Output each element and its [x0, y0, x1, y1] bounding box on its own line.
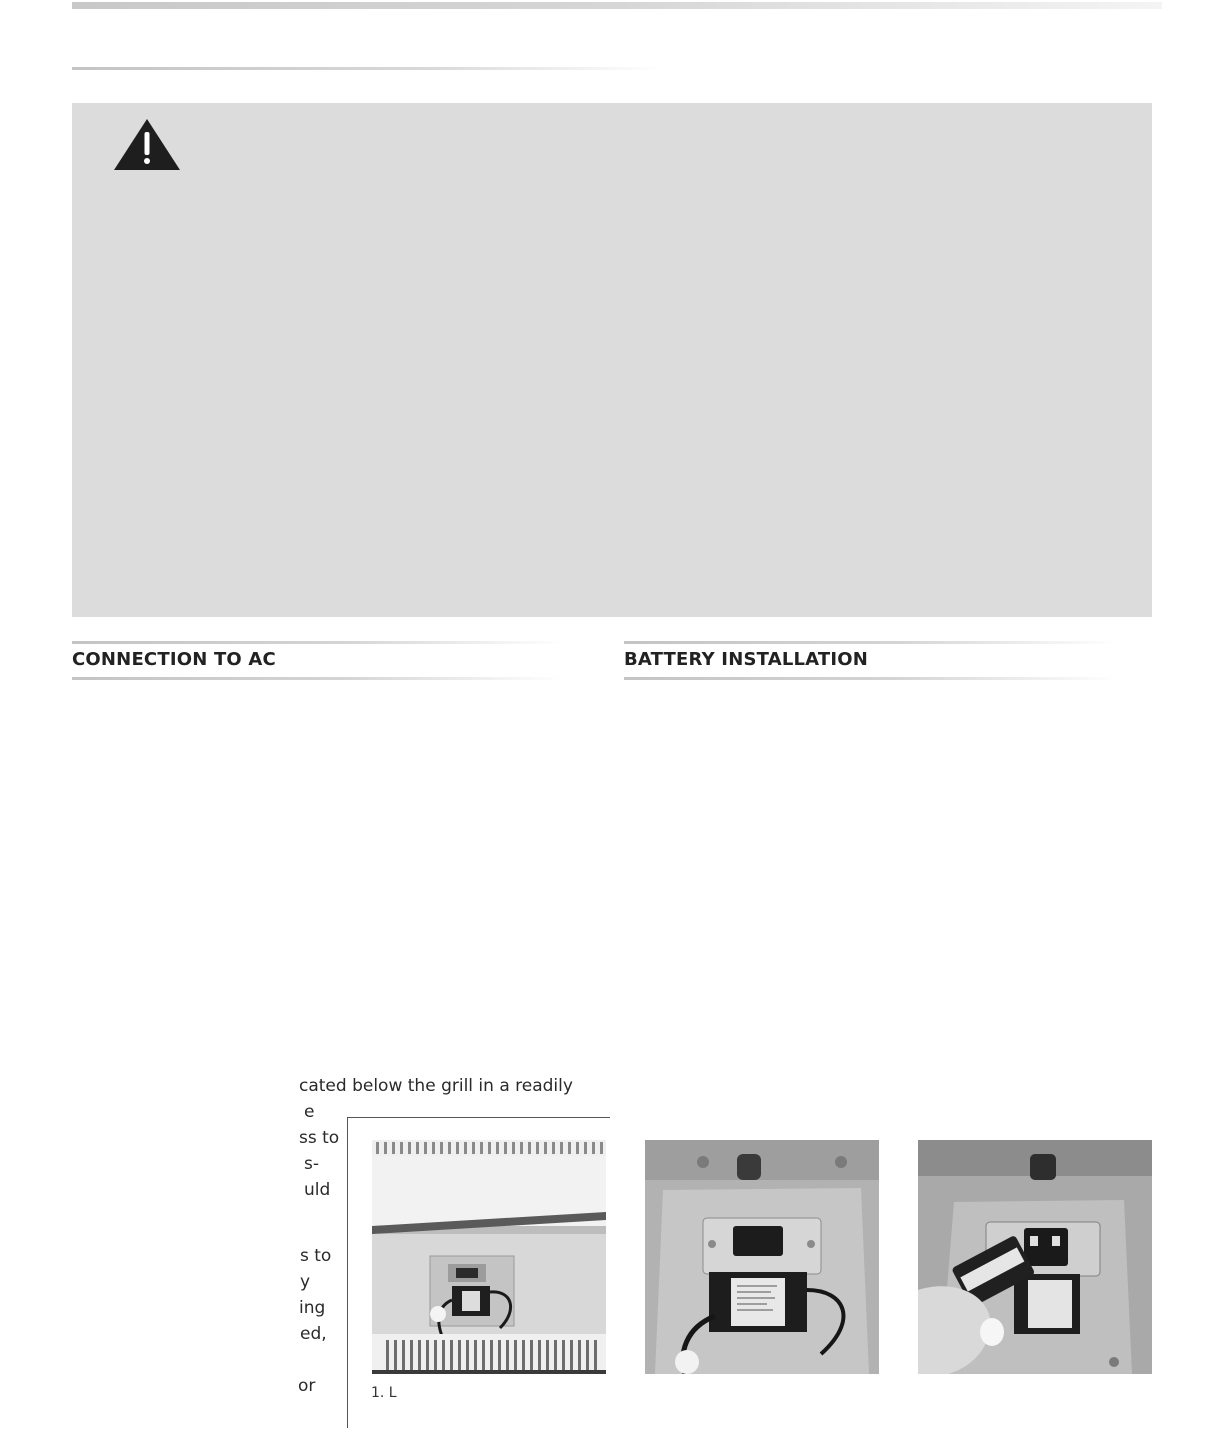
- warning-box: [72, 103, 1152, 617]
- heading-rule-bottom: [72, 677, 564, 680]
- transformer-closeup-photo: [645, 1140, 879, 1374]
- figure-frame-top: [347, 1117, 610, 1118]
- battery-installation-heading-block: [624, 641, 1118, 683]
- body-text-line: s-: [304, 1154, 319, 1174]
- header-divider: [72, 67, 662, 70]
- body-text-line: uld: [304, 1180, 331, 1200]
- body-text-line: s to: [300, 1246, 332, 1266]
- connection-to-ac-title: CONNECTION TO AC: [72, 649, 276, 670]
- battery-installation-photo: [918, 1140, 1152, 1374]
- body-text-line: y: [300, 1272, 311, 1292]
- figure-frame-left: [347, 1117, 348, 1428]
- body-text-line: ed,: [300, 1324, 327, 1344]
- top-divider: [72, 2, 1162, 9]
- connection-to-ac-heading-block: [72, 641, 564, 683]
- figure-caption: 1. L: [371, 1385, 397, 1401]
- warning-triangle-icon: [113, 118, 181, 171]
- body-text-line: or: [298, 1376, 316, 1396]
- heading-rule-top: [72, 641, 564, 644]
- transformer-under-grill-photo: [372, 1140, 606, 1374]
- body-text-line: cated below the grill in a readily: [299, 1076, 573, 1096]
- battery-installation-title: BATTERY INSTALLATION: [624, 649, 869, 670]
- heading-rule-top: [624, 641, 1118, 644]
- body-text-line: ss to: [299, 1128, 340, 1148]
- body-text-line: e: [304, 1102, 315, 1122]
- heading-rule-bottom: [624, 677, 1118, 680]
- body-text-line: ing: [299, 1298, 326, 1318]
